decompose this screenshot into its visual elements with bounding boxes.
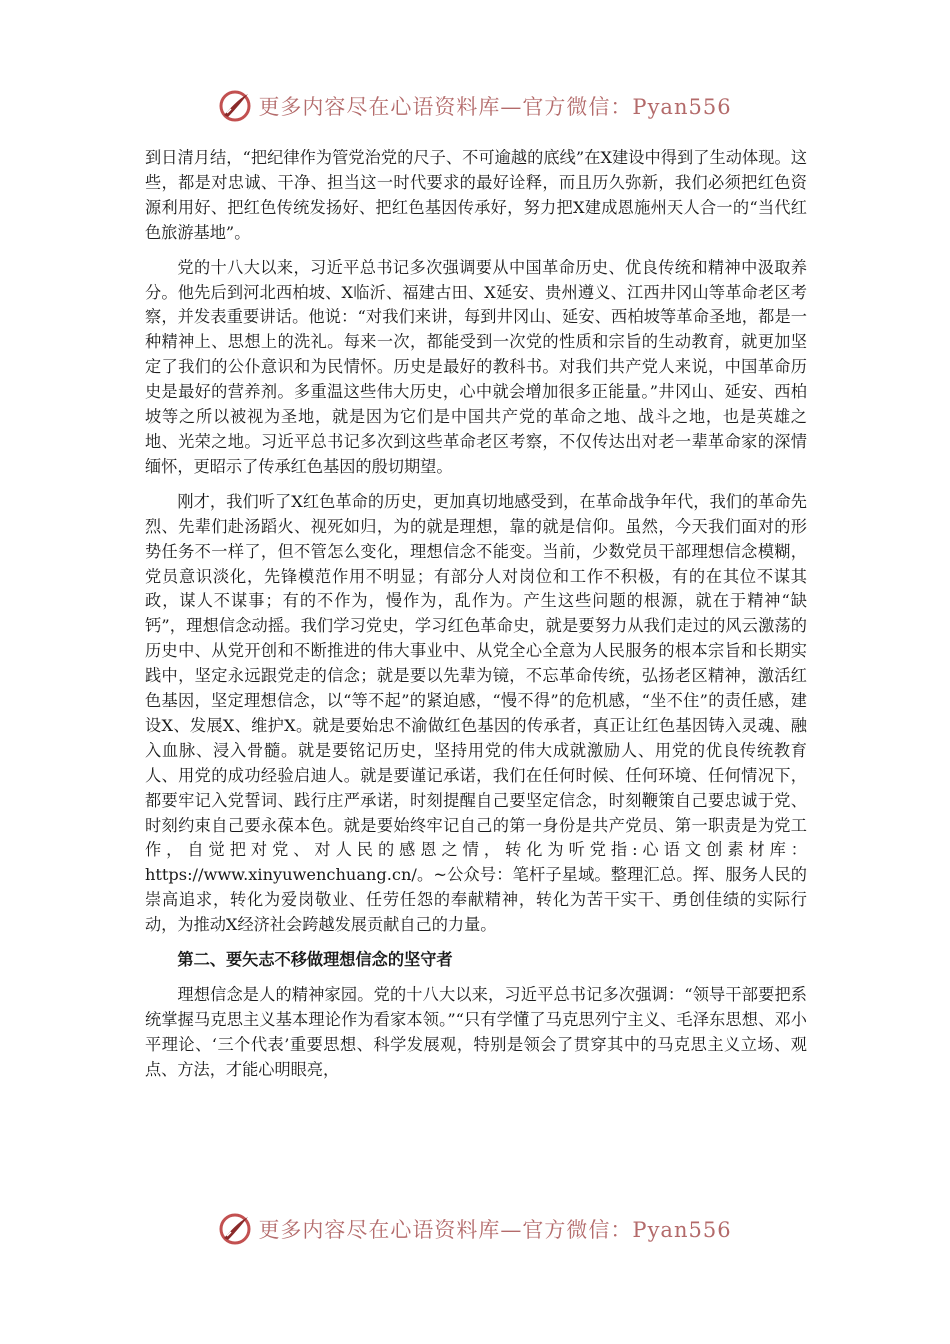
footer-banner-text: 更多内容尽在心语资料库—官方微信：Pyan556 <box>258 1218 732 1242</box>
section-heading: 第二、要矢志不移做理想信念的坚守者 <box>177 950 453 970</box>
brush-logo-icon <box>218 1212 252 1246</box>
document-body <box>145 146 807 1083</box>
brush-logo-icon <box>218 89 252 123</box>
paragraph: 党的十八大以来，习近平总书记多次强调要从中国革命历史、优良传统和精神中汲取养分。他先后到河北西柏坡、X临沂、福建古田、X延安、贵州遵义、江西井冈山等革命老区考察，并发表重要讲话。他说：“对我们来讲，每到井冈山、延安、西柏坡等革命圣地，都是一种精神上、思想上的洗礼。每来一次，都能受到一次党的性质和宗旨的生动教育，就更加坚定了我们的公仆意识和为民情怀。历史是最好的教科书。对我们共产党人来说，中国革命历史是最好的营养剂。多重温这些伟大历史，心中就会增加很多正能量。”井冈山、延安、西柏坡等之所以被视为圣地，就是因为它们是中国共产党的革命之地、战斗之地，也是英雄之地、光荣之地。习近平总书记多次到这些革命老区考察，不仅传达出对老一辈革命家的深情缅怀，更昭示了传承红色基因的殷切期望。 <box>145 257 807 476</box>
footer-banner <box>0 1207 950 1251</box>
paragraph: 到日清月结，“把纪律作为管党治党的尺子、不可逾越的底线”在X建设中得到了生动体现。这些，都是对忠诚、干净、担当这一时代要求的最好诠释，而且历久弥新，我们必须把红色资源利用好、把红色传统发扬好、把红色基因传承好，努力把X建成恩施州天人合一的“当代红色旅游基地”。 <box>145 148 807 242</box>
paragraph: 理想信念是人的精神家园。党的十八大以来，习近平总书记多次强调：“领导干部要把系统掌握马克思主义基本理论作为看家本领。”“只有学懂了马克思列宁主义、毛泽东思想、邓小平理论、‘三个代表’重要思想、科学发展观，特别是领会了贯穿其中的马克思主义立场、观点、方法，才能心明眼亮， <box>145 985 807 1079</box>
paragraph: 刚才，我们听了X红色革命的历史，更加真切地感受到，在革命战争年代，我们的革命先烈、先辈们赴汤蹈火、视死如归，为的就是理想，靠的就是信仰。虽然，今天我们面对的形势任务不一样了，但不管怎么变化，理想信念不能变。当前，少数党员干部理想信念模糊，党员意识淡化，先锋模范作用不明显；有部分人对岗位和工作不积极，有的在其位不谋其政，谋人不谋事；有的不作为，慢作为，乱作为。产生这些问题的根源，就在于精神“缺钙”，理想信念动摇。我们学习党史，学习红色革命史，就是要努力从我们走过的风云激荡的历史中、从党开创和不断推进的伟大事业中、从党全心全意为人民服务的根本宗旨和长期实践中，坚定永远跟党走的信念；就是要以先辈为镜，不忘革命传统，弘扬老区精神，激活红色基因，坚定理想信念，以“等不起”的紧迫感，“慢不得”的危机感，“坐不住”的责任感，建设X、发展X、维护X。就是要始忠不渝做红色基因的传承者，真正让红色基因铸入灵魂、融入血脉、浸入骨髓。就是要铭记历史，坚持用党的伟大成就激励人、用党的优良传统教育人、用党的成功经验启迪人。就是要谨记承诺，我们在任何时候、任何环境、任何情况下，都要牢记入党誓词、践行庄严承诺，时刻提醒自己要坚定信念，时刻鞭策自己要忠诚于党、时刻约束自己要永葆本色。就是要始终牢记自己的第一身份是共产党员、第一职责是为党工作，自觉把对党、对人民的感恩之情，转化为听党指:心语文创素材库：https://www.xinyuwenchuang.cn/。~公众号：笔杆子星域。整理汇总。挥、服务人民的崇高追求，转化为爱岗敬业、任劳任怨的奉献精神，转化为苦干实干、勇创佳绩的实际行动，为推动X经济社会跨越发展贡献自己的力量。 <box>145 491 807 935</box>
header-banner <box>0 84 950 128</box>
header-banner-text: 更多内容尽在心语资料库—官方微信：Pyan556 <box>258 95 732 119</box>
